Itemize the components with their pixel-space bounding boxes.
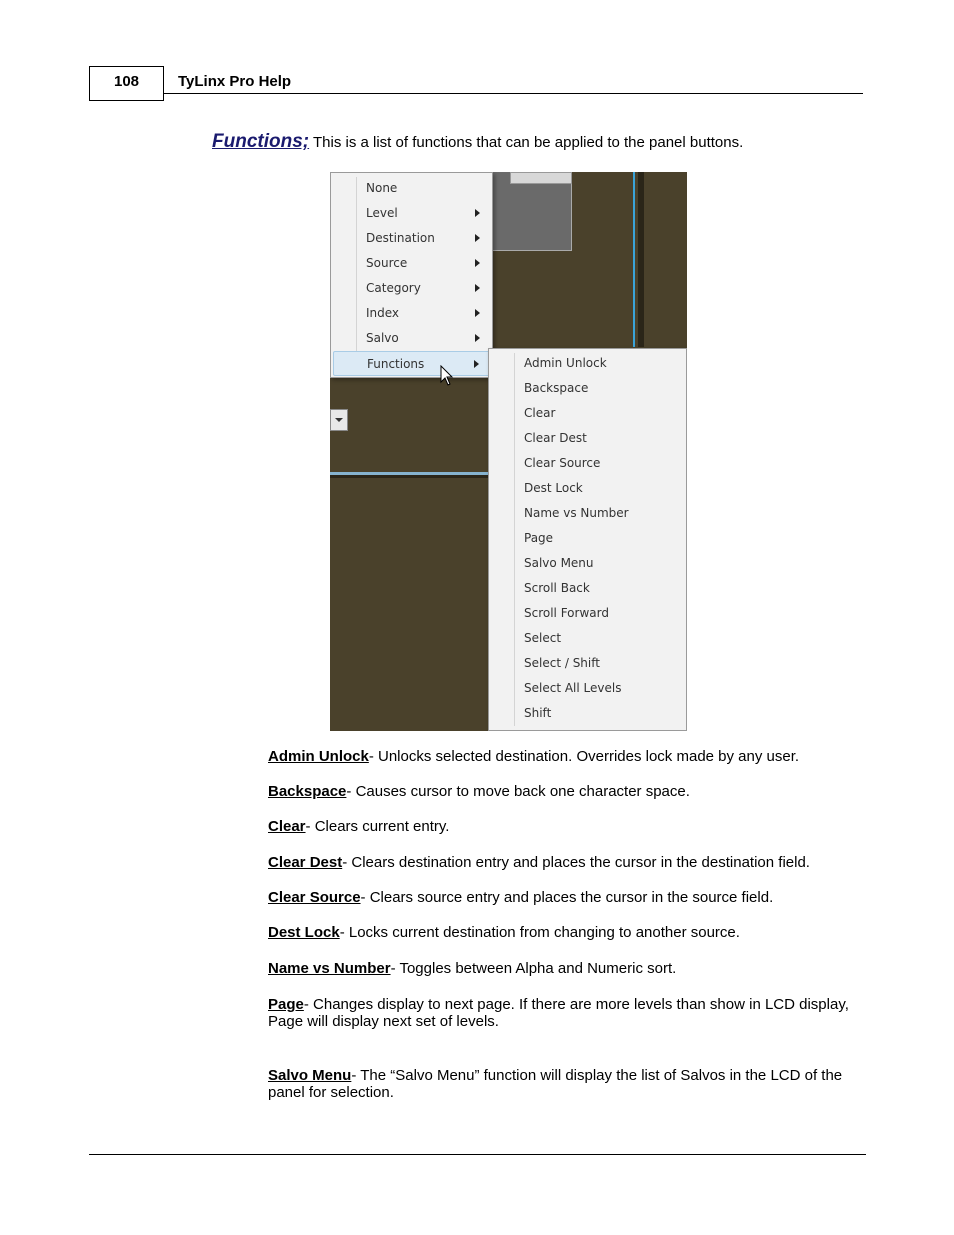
submenu-item-page[interactable]: Page — [524, 531, 554, 545]
submenu-arrow-icon — [475, 209, 480, 217]
header-title: TyLinx Pro Help — [178, 73, 292, 90]
definition-item — [268, 1067, 858, 1101]
menu-item-salvo[interactable] — [333, 326, 490, 351]
menu-item-none[interactable] — [333, 176, 490, 201]
definition-item — [268, 889, 858, 906]
header-rule — [164, 93, 863, 94]
menu-item-level[interactable] — [333, 201, 490, 226]
definition-text: - Changes display to next page. If there are more levels than show in LCD display, Page will display next set of levels. — [268, 996, 849, 1030]
definition-item — [268, 783, 858, 800]
submenu-item-dest-lock[interactable]: Dest Lock — [524, 481, 583, 495]
submenu-arrow-icon — [475, 334, 480, 342]
definition-item — [268, 924, 858, 941]
submenu-arrow-icon — [475, 284, 480, 292]
submenu-item-clear-source[interactable]: Clear Source — [524, 456, 601, 470]
definition-item — [268, 960, 858, 977]
submenu-item-select[interactable]: Select — [524, 631, 562, 645]
submenu-arrow-icon — [474, 360, 479, 368]
definition-term: Name vs Number — [268, 960, 391, 977]
menu-item-index[interactable] — [333, 301, 490, 326]
menu-item-destination[interactable] — [333, 226, 490, 251]
submenu-arrow-icon — [475, 259, 480, 267]
definition-term: Clear — [268, 818, 306, 835]
submenu-item-select-shift[interactable]: Select / Shift — [524, 656, 600, 670]
definition-text: - Causes cursor to move back one character space. — [346, 783, 690, 800]
submenu-item-clear-dest[interactable]: Clear Dest — [524, 431, 587, 445]
definition-item — [268, 748, 858, 765]
definition-term: Dest Lock — [268, 924, 340, 941]
submenu-item-name-vs-number[interactable]: Name vs Number — [524, 506, 629, 520]
definition-item — [268, 818, 858, 835]
definition-text: - Clears source entry and places the cursor in the source field. — [360, 889, 774, 906]
dropdown-button[interactable] — [330, 409, 348, 431]
definition-text: - Clears destination entry and places the cursor in the destination field. — [342, 854, 810, 871]
context-menu — [330, 172, 493, 378]
submenu-item-scroll-forward[interactable]: Scroll Forward — [524, 606, 609, 620]
submenu-item-admin-unlock[interactable]: Admin Unlock — [524, 356, 607, 370]
submenu-arrow-icon — [475, 309, 480, 317]
menu-item-category[interactable] — [333, 276, 490, 301]
panel-divider-shadow — [330, 475, 490, 478]
intro-text: This is a list of functions that can be applied to the panel buttons. — [309, 134, 744, 151]
panel-border — [633, 172, 635, 347]
definition-term: Clear Dest — [268, 854, 343, 871]
submenu-item-backspace[interactable]: Backspace — [524, 381, 589, 395]
page-number: 108 — [89, 66, 164, 101]
definition-term: Clear Source — [268, 889, 361, 906]
footer-rule — [89, 1154, 866, 1155]
submenu-item-scroll-back[interactable]: Scroll Back — [524, 581, 590, 595]
menu-item-label: Level — [366, 206, 398, 220]
definition-text: - Unlocks selected destination. Overrides lock made by any user. — [368, 748, 800, 765]
definition-text: - Locks current destination from changing to another source. — [339, 924, 740, 941]
menu-item-label: Category — [366, 281, 421, 295]
panel-shadow — [638, 172, 644, 347]
menu-item-functions[interactable] — [333, 351, 490, 376]
definition-text: - Clears current entry. — [305, 818, 450, 835]
menu-item-label: None — [366, 181, 398, 195]
definition-item — [268, 854, 858, 871]
menu-item-label: Functions — [367, 357, 425, 371]
definition-text: - The “Salvo Menu” function will display the list of Salvos in the LCD of the panel for selection. — [268, 1067, 843, 1101]
mouse-pointer-icon — [440, 365, 454, 387]
definition-term: Page — [268, 996, 304, 1013]
definition-term: Backspace — [268, 783, 347, 800]
submenu-item-select-all-levels[interactable]: Select All Levels — [524, 681, 622, 695]
intro-paragraph — [212, 131, 743, 153]
definition-term: Admin Unlock — [268, 748, 369, 765]
submenu-item-salvo-menu[interactable]: Salvo Menu — [524, 556, 594, 570]
menu-item-label: Source — [366, 256, 408, 270]
menu-item-label: Destination — [366, 231, 435, 245]
submenu-arrow-icon — [475, 234, 480, 242]
submenu-item-shift[interactable]: Shift — [524, 706, 552, 720]
functions-menu-screenshot — [330, 172, 687, 731]
functions-submenu — [488, 348, 687, 731]
submenu-item-clear[interactable]: Clear — [524, 406, 556, 420]
menu-item-label: Index — [366, 306, 400, 320]
definition-text: - Toggles between Alpha and Numeric sort. — [390, 960, 677, 977]
background-button — [510, 172, 572, 184]
menu-item-source[interactable] — [333, 251, 490, 276]
menu-item-label: Salvo — [366, 331, 399, 345]
section-heading: Functions; — [212, 131, 310, 152]
definition-term: Salvo Menu — [268, 1067, 352, 1084]
definition-item — [268, 996, 858, 1030]
